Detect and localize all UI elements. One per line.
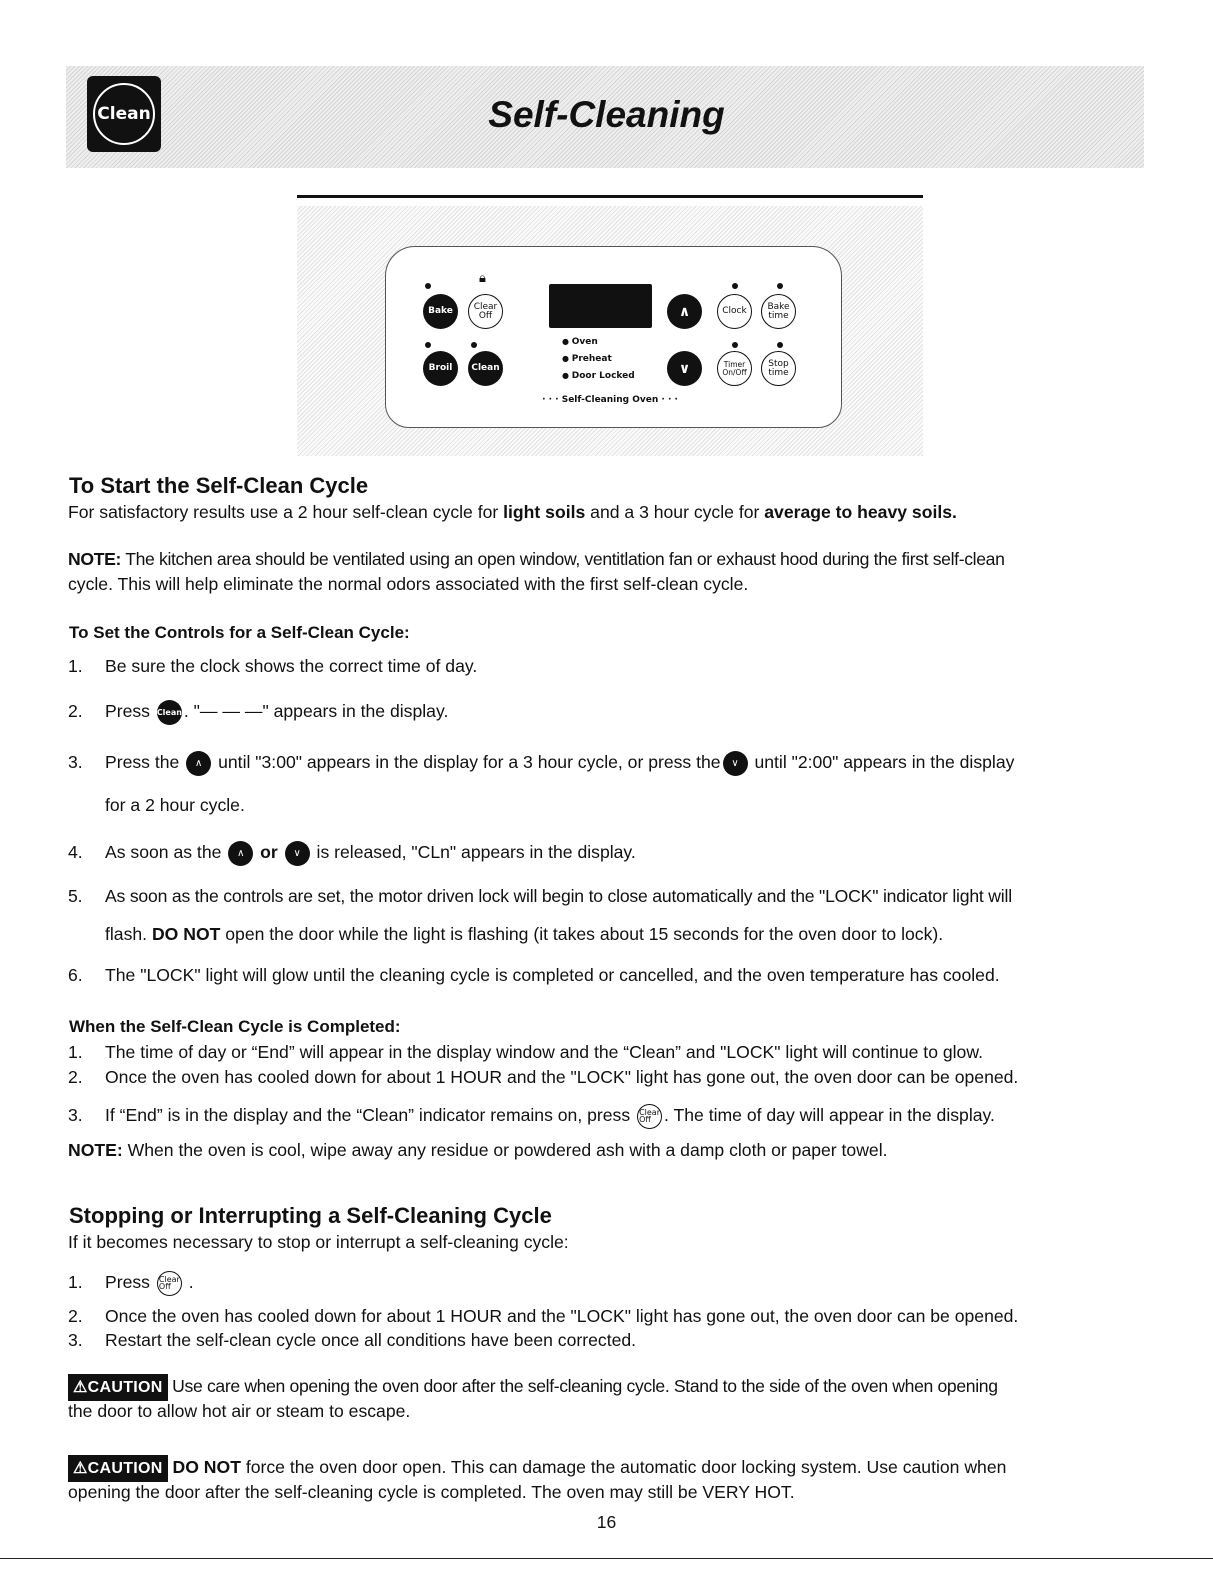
bake-button: Bake [423, 294, 458, 329]
bake-time-button: Bake time [761, 294, 796, 329]
caution-label: ⚠CAUTION [68, 1374, 168, 1401]
start-note: NOTE: The kitchen area should be ventilated using an open window, ventitlation fan or exhaust hood during the first self-clean [68, 549, 1005, 569]
set-controls-heading: To Set the Controls for a Self-Clean Cycle: [69, 623, 410, 642]
caution-2: ⚠CAUTION DO NOT force the oven door open. This can damage the automatic door locking system. Use caution when [68, 1455, 1148, 1482]
display-window [549, 284, 652, 328]
start-heading: To Start the Self-Clean Cycle [69, 473, 369, 498]
completed-note: NOTE: When the oven is cool, wipe away any residue or powdered ash with a damp cloth or paper towel. [68, 1140, 888, 1160]
clear-off-key-icon: Clear Off [157, 1271, 182, 1296]
clean-key-icon: Clean [157, 700, 182, 725]
stopping-intro: If it becomes necessary to stop or interrupt a self-cleaning cycle: [68, 1232, 569, 1252]
stopping-heading: Stopping or Interrupting a Self-Cleaning Cycle [69, 1203, 552, 1228]
oven-indicator: ● Oven [562, 337, 598, 347]
down-arrow-key-icon: ∨ [285, 841, 310, 866]
page-number: 16 [596, 1512, 617, 1532]
panel-divider [297, 195, 923, 198]
clean-badge-label: Clean [93, 83, 155, 145]
clock-indicator-dot [732, 283, 738, 289]
clear-off-key-icon: Clear Off [637, 1104, 662, 1129]
caution-1-cont: the door to allow hot air or steam to escape. [68, 1401, 411, 1421]
broil-indicator-dot [425, 342, 431, 348]
down-arrow-button: ∨ [667, 351, 702, 386]
preheat-indicator: ● Preheat [562, 354, 612, 364]
down-arrow-key-icon: ∨ [723, 751, 748, 776]
caution-1: ⚠CAUTION Use care when opening the oven door after the self-cleaning cycle. Stand to the side of the oven when opening [68, 1374, 1148, 1401]
lock-icon: 🔒︎ [479, 271, 486, 286]
timer-button: Timer On/Off [717, 351, 752, 386]
list-item-cont: for a 2 hour cycle. [105, 795, 245, 815]
clock-button: Clock [717, 294, 752, 329]
door-locked-indicator: ● Door Locked [562, 371, 635, 381]
caution-label: ⚠CAUTION [68, 1455, 168, 1482]
up-arrow-key-icon: ∧ [186, 751, 211, 776]
stop-time-indicator-dot [777, 342, 783, 348]
caution-2-cont: opening the door after the self-cleaning cycle is completed. The oven may still be VERY HOT. [68, 1482, 795, 1502]
start-note-cont: cycle. This will help eliminate the normal odors associated with the first self-clean cycle. [68, 574, 749, 594]
broil-button: Broil [423, 351, 458, 386]
bake-time-indicator-dot [777, 283, 783, 289]
self-cleaning-oven-label: · · · Self-Cleaning Oven · · · [542, 395, 678, 405]
bottom-divider [0, 1558, 1213, 1559]
page-title: Self-Cleaning [488, 94, 725, 135]
list-item-cont: flash. DO NOT open the door while the light is flashing (it takes about 15 seconds for the oven door to lock). [105, 924, 944, 944]
stop-time-button: Stop time [761, 351, 796, 386]
bake-indicator-dot [425, 283, 431, 289]
up-arrow-key-icon: ∧ [228, 841, 253, 866]
completed-heading: When the Self-Clean Cycle is Completed: [69, 1017, 401, 1036]
clear-off-button: Clear Off [468, 294, 503, 329]
clean-indicator-dot [471, 342, 477, 348]
timer-indicator-dot [732, 342, 738, 348]
clean-button: Clean [468, 351, 503, 386]
up-arrow-button: ∧ [667, 294, 702, 329]
start-intro: For satisfactory results use a 2 hour self-clean cycle for light soils and a 3 hour cycle for average to heavy soils. [68, 502, 957, 522]
